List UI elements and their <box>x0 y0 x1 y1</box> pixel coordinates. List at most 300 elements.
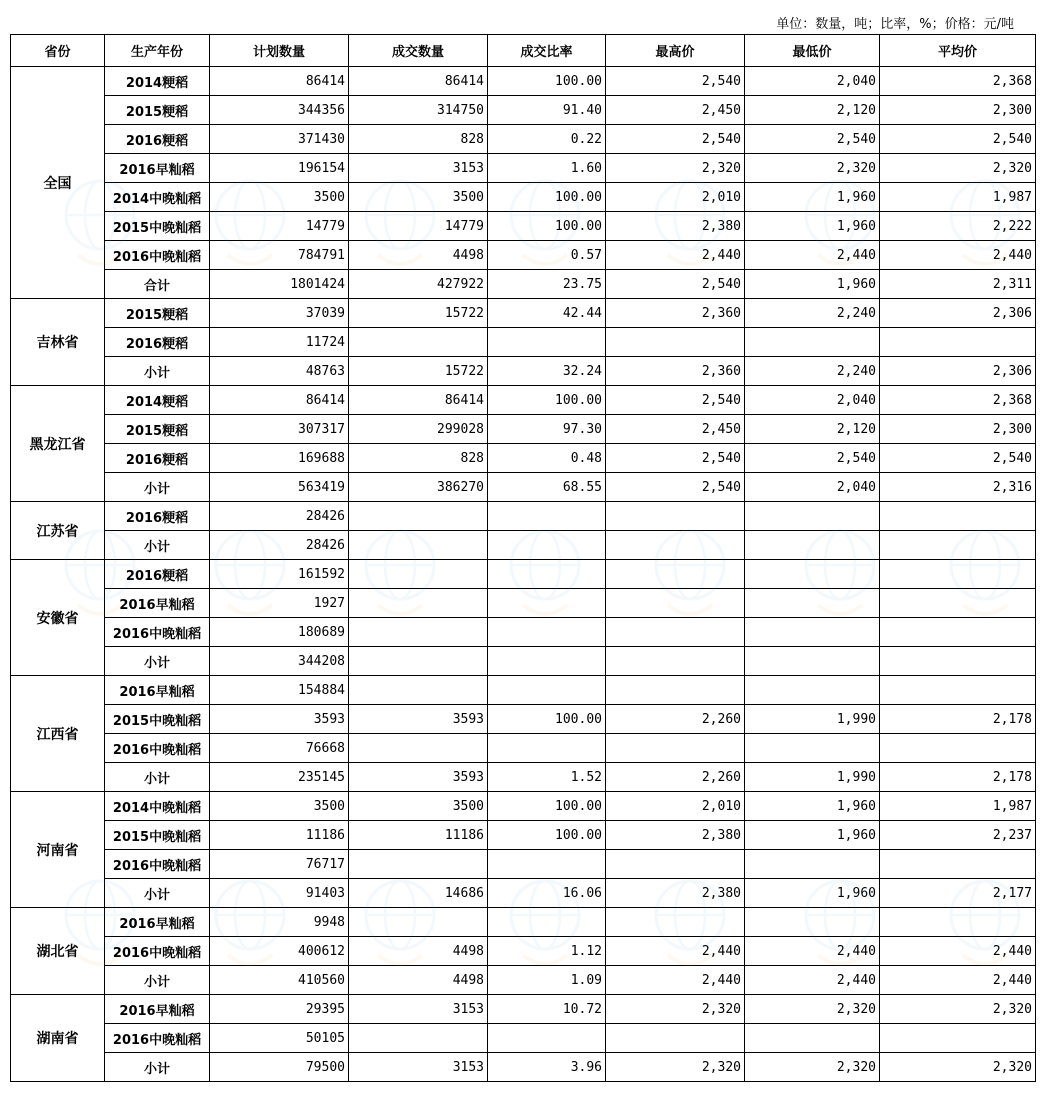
table-row <box>11 299 1036 328</box>
year-cell: 2015中晚籼稻 <box>105 705 210 734</box>
traded-cell <box>349 647 488 676</box>
rate-cell: 100.00 <box>488 821 606 850</box>
planned-cell: 180689 <box>210 618 349 647</box>
planned-cell: 50105 <box>210 1024 349 1053</box>
table-row <box>11 67 1036 96</box>
avg-price-cell <box>880 618 1036 647</box>
traded-cell: 4498 <box>349 241 488 270</box>
avg-price-cell: 2,178 <box>880 705 1036 734</box>
planned-cell: 344356 <box>210 96 349 125</box>
col-traded-header: 成交数量 <box>349 35 488 67</box>
planned-cell: 29395 <box>210 995 349 1024</box>
min-price-cell <box>745 618 880 647</box>
rate-cell <box>488 589 606 618</box>
min-price-cell: 2,440 <box>745 937 880 966</box>
year-cell: 小计 <box>105 531 210 560</box>
province-cell: 湖南省 <box>11 995 105 1082</box>
table-row <box>11 879 1036 908</box>
planned-cell: 154884 <box>210 676 349 705</box>
province-cell: 江苏省 <box>11 502 105 560</box>
rate-cell: 100.00 <box>488 386 606 415</box>
min-price-cell <box>745 502 880 531</box>
traded-cell: 86414 <box>349 67 488 96</box>
max-price-cell: 2,010 <box>606 792 745 821</box>
rate-cell <box>488 850 606 879</box>
planned-cell: 76668 <box>210 734 349 763</box>
year-cell: 2016早籼稻 <box>105 995 210 1024</box>
rate-cell: 100.00 <box>488 67 606 96</box>
min-price-cell <box>745 647 880 676</box>
max-price-cell <box>606 560 745 589</box>
max-price-cell: 2,010 <box>606 183 745 212</box>
avg-price-cell: 2,222 <box>880 212 1036 241</box>
table-row <box>11 531 1036 560</box>
year-cell: 小计 <box>105 1053 210 1082</box>
rate-cell <box>488 502 606 531</box>
planned-cell: 563419 <box>210 473 349 502</box>
min-price-cell: 2,040 <box>745 473 880 502</box>
rate-cell <box>488 734 606 763</box>
year-cell: 2016中晚籼稻 <box>105 241 210 270</box>
max-price-cell: 2,540 <box>606 125 745 154</box>
max-price-cell <box>606 676 745 705</box>
avg-price-cell <box>880 560 1036 589</box>
avg-price-cell: 2,300 <box>880 415 1036 444</box>
traded-cell <box>349 531 488 560</box>
year-cell: 2016早籼稻 <box>105 154 210 183</box>
rate-cell <box>488 531 606 560</box>
max-price-cell <box>606 1024 745 1053</box>
year-cell: 小计 <box>105 357 210 386</box>
col-min-price-header: 最低价 <box>745 35 880 67</box>
table-row <box>11 1024 1036 1053</box>
rate-cell: 0.57 <box>488 241 606 270</box>
avg-price-cell: 2,316 <box>880 473 1036 502</box>
table-row <box>11 241 1036 270</box>
table-row <box>11 212 1036 241</box>
planned-cell: 37039 <box>210 299 349 328</box>
min-price-cell: 2,240 <box>745 357 880 386</box>
max-price-cell <box>606 502 745 531</box>
max-price-cell <box>606 328 745 357</box>
year-cell: 2015粳稻 <box>105 96 210 125</box>
traded-cell: 15722 <box>349 357 488 386</box>
planned-cell: 410560 <box>210 966 349 995</box>
planned-cell: 14779 <box>210 212 349 241</box>
min-price-cell: 2,120 <box>745 415 880 444</box>
traded-cell <box>349 850 488 879</box>
year-cell: 2016中晚籼稻 <box>105 1024 210 1053</box>
max-price-cell: 2,540 <box>606 67 745 96</box>
min-price-cell: 2,320 <box>745 1053 880 1082</box>
avg-price-cell <box>880 502 1036 531</box>
avg-price-cell: 2,237 <box>880 821 1036 850</box>
avg-price-cell: 2,306 <box>880 357 1036 386</box>
max-price-cell <box>606 734 745 763</box>
rate-cell <box>488 1024 606 1053</box>
col-rate-header: 成交比率 <box>488 35 606 67</box>
avg-price-cell: 2,368 <box>880 67 1036 96</box>
max-price-cell: 2,380 <box>606 212 745 241</box>
traded-cell: 386270 <box>349 473 488 502</box>
max-price-cell: 2,380 <box>606 879 745 908</box>
planned-cell: 1927 <box>210 589 349 618</box>
avg-price-cell <box>880 676 1036 705</box>
table-row <box>11 502 1036 531</box>
max-price-cell: 2,260 <box>606 705 745 734</box>
table-row <box>11 792 1036 821</box>
max-price-cell: 2,540 <box>606 386 745 415</box>
max-price-cell <box>606 647 745 676</box>
max-price-cell <box>606 589 745 618</box>
rate-cell: 97.30 <box>488 415 606 444</box>
avg-price-cell <box>880 1024 1036 1053</box>
min-price-cell: 2,440 <box>745 241 880 270</box>
planned-cell: 11186 <box>210 821 349 850</box>
year-cell: 2016粳稻 <box>105 125 210 154</box>
max-price-cell: 2,360 <box>606 299 745 328</box>
auction-results-table <box>10 34 1036 1082</box>
min-price-cell: 1,990 <box>745 705 880 734</box>
avg-price-cell: 2,440 <box>880 937 1036 966</box>
year-cell: 小计 <box>105 473 210 502</box>
rate-cell: 100.00 <box>488 705 606 734</box>
avg-price-cell: 1,987 <box>880 183 1036 212</box>
year-cell: 小计 <box>105 879 210 908</box>
min-price-cell: 2,240 <box>745 299 880 328</box>
min-price-cell <box>745 734 880 763</box>
traded-cell: 3153 <box>349 995 488 1024</box>
year-cell: 2016粳稻 <box>105 560 210 589</box>
planned-cell: 235145 <box>210 763 349 792</box>
rate-cell: 100.00 <box>488 212 606 241</box>
traded-cell <box>349 328 488 357</box>
year-cell: 合计 <box>105 270 210 299</box>
min-price-cell <box>745 328 880 357</box>
planned-cell: 86414 <box>210 67 349 96</box>
table-row <box>11 357 1036 386</box>
traded-cell <box>349 502 488 531</box>
table-row <box>11 647 1036 676</box>
min-price-cell: 2,040 <box>745 67 880 96</box>
avg-price-cell <box>880 328 1036 357</box>
col-avg-price-header: 平均价 <box>880 35 1036 67</box>
traded-cell <box>349 1024 488 1053</box>
traded-cell <box>349 908 488 937</box>
rate-cell: 3.96 <box>488 1053 606 1082</box>
table-row <box>11 966 1036 995</box>
traded-cell: 3153 <box>349 154 488 183</box>
rate-cell <box>488 647 606 676</box>
col-planned-header: 计划数量 <box>210 35 349 67</box>
max-price-cell <box>606 618 745 647</box>
table-row <box>11 618 1036 647</box>
min-price-cell: 2,120 <box>745 96 880 125</box>
table-row <box>11 705 1036 734</box>
min-price-cell: 2,540 <box>745 444 880 473</box>
table-row <box>11 1053 1036 1082</box>
year-cell: 2016粳稻 <box>105 502 210 531</box>
province-cell: 吉林省 <box>11 299 105 386</box>
rate-cell: 10.72 <box>488 995 606 1024</box>
planned-cell: 91403 <box>210 879 349 908</box>
table-row <box>11 734 1036 763</box>
rate-cell: 1.09 <box>488 966 606 995</box>
table-row <box>11 850 1036 879</box>
max-price-cell: 2,540 <box>606 473 745 502</box>
province-cell: 安徽省 <box>11 560 105 676</box>
year-cell: 2016中晚籼稻 <box>105 618 210 647</box>
planned-cell: 79500 <box>210 1053 349 1082</box>
max-price-cell: 2,360 <box>606 357 745 386</box>
traded-cell: 828 <box>349 125 488 154</box>
year-cell: 2015粳稻 <box>105 415 210 444</box>
min-price-cell <box>745 850 880 879</box>
rate-cell <box>488 328 606 357</box>
table-row <box>11 937 1036 966</box>
max-price-cell <box>606 531 745 560</box>
avg-price-cell: 2,300 <box>880 96 1036 125</box>
year-cell: 2016早籼稻 <box>105 908 210 937</box>
col-year-header: 生产年份 <box>105 35 210 67</box>
table-row <box>11 444 1036 473</box>
min-price-cell: 1,990 <box>745 763 880 792</box>
traded-cell <box>349 589 488 618</box>
avg-price-cell <box>880 647 1036 676</box>
avg-price-cell: 2,540 <box>880 125 1036 154</box>
max-price-cell: 2,380 <box>606 821 745 850</box>
year-cell: 2016中晚籼稻 <box>105 734 210 763</box>
planned-cell: 784791 <box>210 241 349 270</box>
avg-price-cell: 2,540 <box>880 444 1036 473</box>
rate-cell: 42.44 <box>488 299 606 328</box>
traded-cell: 299028 <box>349 415 488 444</box>
year-cell: 2016中晚籼稻 <box>105 937 210 966</box>
year-cell: 2016粳稻 <box>105 328 210 357</box>
rate-cell: 16.06 <box>488 879 606 908</box>
avg-price-cell: 1,987 <box>880 792 1036 821</box>
traded-cell: 3593 <box>349 705 488 734</box>
rate-cell: 1.60 <box>488 154 606 183</box>
min-price-cell: 2,540 <box>745 125 880 154</box>
province-cell: 黑龙江省 <box>11 386 105 502</box>
traded-cell: 15722 <box>349 299 488 328</box>
min-price-cell: 1,960 <box>745 792 880 821</box>
table-row <box>11 908 1036 937</box>
province-cell: 河南省 <box>11 792 105 908</box>
year-cell: 2016早籼稻 <box>105 676 210 705</box>
year-cell: 2015中晚籼稻 <box>105 821 210 850</box>
year-cell: 2014中晚籼稻 <box>105 183 210 212</box>
avg-price-cell: 2,440 <box>880 966 1036 995</box>
rate-cell: 68.55 <box>488 473 606 502</box>
year-cell: 2016早籼稻 <box>105 589 210 618</box>
table-row <box>11 560 1036 589</box>
table-row <box>11 473 1036 502</box>
year-cell: 小计 <box>105 647 210 676</box>
planned-cell: 161592 <box>210 560 349 589</box>
max-price-cell: 2,320 <box>606 995 745 1024</box>
planned-cell: 400612 <box>210 937 349 966</box>
max-price-cell: 2,540 <box>606 270 745 299</box>
table-row <box>11 183 1036 212</box>
table-row <box>11 96 1036 125</box>
traded-cell: 14779 <box>349 212 488 241</box>
max-price-cell <box>606 850 745 879</box>
rate-cell <box>488 908 606 937</box>
max-price-cell <box>606 908 745 937</box>
min-price-cell: 1,960 <box>745 270 880 299</box>
avg-price-cell: 2,320 <box>880 154 1036 183</box>
rate-cell: 23.75 <box>488 270 606 299</box>
table-row <box>11 270 1036 299</box>
table-row <box>11 763 1036 792</box>
traded-cell: 828 <box>349 444 488 473</box>
table-row <box>11 995 1036 1024</box>
province-cell: 全国 <box>11 67 105 299</box>
traded-cell <box>349 618 488 647</box>
planned-cell: 76717 <box>210 850 349 879</box>
traded-cell: 14686 <box>349 879 488 908</box>
province-cell: 湖北省 <box>11 908 105 995</box>
col-max-price-header: 最高价 <box>606 35 745 67</box>
avg-price-cell: 2,440 <box>880 241 1036 270</box>
header-row <box>11 35 1036 67</box>
min-price-cell <box>745 531 880 560</box>
planned-cell: 3500 <box>210 792 349 821</box>
table-row <box>11 386 1036 415</box>
planned-cell: 307317 <box>210 415 349 444</box>
planned-cell: 86414 <box>210 386 349 415</box>
rate-cell <box>488 618 606 647</box>
rate-cell: 0.48 <box>488 444 606 473</box>
avg-price-cell <box>880 734 1036 763</box>
min-price-cell: 1,960 <box>745 879 880 908</box>
avg-price-cell: 2,178 <box>880 763 1036 792</box>
table-body <box>11 67 1036 1082</box>
rate-cell <box>488 560 606 589</box>
min-price-cell <box>745 1024 880 1053</box>
year-cell: 2016粳稻 <box>105 444 210 473</box>
year-cell: 2014粳稻 <box>105 67 210 96</box>
rate-cell: 1.12 <box>488 937 606 966</box>
avg-price-cell: 2,368 <box>880 386 1036 415</box>
traded-cell <box>349 676 488 705</box>
table-row <box>11 328 1036 357</box>
traded-cell: 4498 <box>349 966 488 995</box>
planned-cell: 196154 <box>210 154 349 183</box>
rate-cell: 100.00 <box>488 792 606 821</box>
traded-cell: 427922 <box>349 270 488 299</box>
table-row <box>11 676 1036 705</box>
rate-cell: 100.00 <box>488 183 606 212</box>
planned-cell: 169688 <box>210 444 349 473</box>
avg-price-cell: 2,311 <box>880 270 1036 299</box>
table-row <box>11 154 1036 183</box>
planned-cell: 344208 <box>210 647 349 676</box>
min-price-cell <box>745 676 880 705</box>
traded-cell <box>349 734 488 763</box>
planned-cell: 3500 <box>210 183 349 212</box>
table-header <box>11 35 1036 67</box>
max-price-cell: 2,320 <box>606 1053 745 1082</box>
min-price-cell: 1,960 <box>745 212 880 241</box>
min-price-cell <box>745 908 880 937</box>
province-cell: 江西省 <box>11 676 105 792</box>
min-price-cell: 2,440 <box>745 966 880 995</box>
year-cell: 2014粳稻 <box>105 386 210 415</box>
min-price-cell: 2,320 <box>745 154 880 183</box>
min-price-cell: 2,320 <box>745 995 880 1024</box>
avg-price-cell <box>880 850 1036 879</box>
table-row <box>11 589 1036 618</box>
traded-cell <box>349 560 488 589</box>
table-row <box>11 415 1036 444</box>
traded-cell: 4498 <box>349 937 488 966</box>
min-price-cell: 2,040 <box>745 386 880 415</box>
traded-cell: 3500 <box>349 183 488 212</box>
traded-cell: 3500 <box>349 792 488 821</box>
max-price-cell: 2,450 <box>606 415 745 444</box>
avg-price-cell: 2,320 <box>880 995 1036 1024</box>
planned-cell: 28426 <box>210 502 349 531</box>
planned-cell: 1801424 <box>210 270 349 299</box>
max-price-cell: 2,450 <box>606 96 745 125</box>
max-price-cell: 2,440 <box>606 966 745 995</box>
year-cell: 小计 <box>105 966 210 995</box>
max-price-cell: 2,440 <box>606 937 745 966</box>
traded-cell: 3593 <box>349 763 488 792</box>
table-row <box>11 821 1036 850</box>
year-cell: 2016中晚籼稻 <box>105 850 210 879</box>
year-cell: 2015中晚籼稻 <box>105 212 210 241</box>
max-price-cell: 2,540 <box>606 444 745 473</box>
avg-price-cell: 2,177 <box>880 879 1036 908</box>
avg-price-cell <box>880 589 1036 618</box>
rate-cell: 32.24 <box>488 357 606 386</box>
planned-cell: 11724 <box>210 328 349 357</box>
min-price-cell: 1,960 <box>745 821 880 850</box>
year-cell: 2014中晚籼稻 <box>105 792 210 821</box>
traded-cell: 86414 <box>349 386 488 415</box>
rate-cell <box>488 676 606 705</box>
traded-cell: 11186 <box>349 821 488 850</box>
min-price-cell <box>745 589 880 618</box>
avg-price-cell <box>880 908 1036 937</box>
table-row <box>11 125 1036 154</box>
max-price-cell: 2,320 <box>606 154 745 183</box>
traded-cell: 314750 <box>349 96 488 125</box>
avg-price-cell: 2,320 <box>880 1053 1036 1082</box>
min-price-cell <box>745 560 880 589</box>
traded-cell: 3153 <box>349 1053 488 1082</box>
avg-price-cell: 2,306 <box>880 299 1036 328</box>
min-price-cell: 1,960 <box>745 183 880 212</box>
max-price-cell: 2,260 <box>606 763 745 792</box>
rate-cell: 1.52 <box>488 763 606 792</box>
unit-note: 单位：数量，吨；比率，%；价格：元/吨 <box>776 17 1014 32</box>
col-province-header: 省份 <box>11 35 105 67</box>
planned-cell: 28426 <box>210 531 349 560</box>
rate-cell: 91.40 <box>488 96 606 125</box>
planned-cell: 9948 <box>210 908 349 937</box>
max-price-cell: 2,440 <box>606 241 745 270</box>
rate-cell: 0.22 <box>488 125 606 154</box>
planned-cell: 3593 <box>210 705 349 734</box>
planned-cell: 371430 <box>210 125 349 154</box>
avg-price-cell <box>880 531 1036 560</box>
planned-cell: 48763 <box>210 357 349 386</box>
